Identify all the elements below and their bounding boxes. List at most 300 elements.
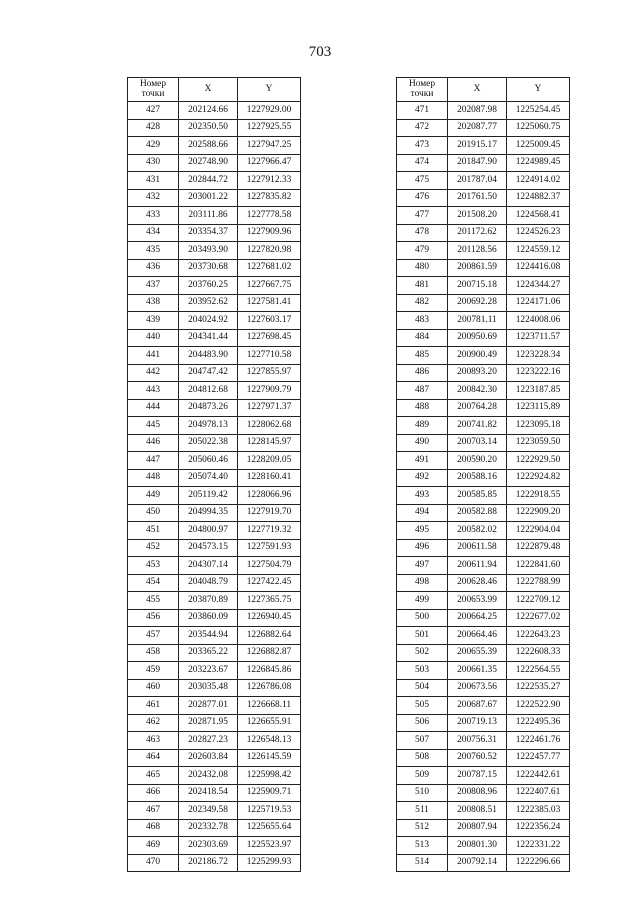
table-row — [397, 242, 570, 260]
cell-point-number: 508 — [397, 749, 448, 767]
cell-point-number: 427 — [128, 102, 179, 120]
table-row — [128, 207, 301, 225]
cell-y: 1224416.08 — [507, 259, 570, 277]
cell-point-number: 467 — [128, 802, 179, 820]
cell-point-number: 452 — [128, 539, 179, 557]
cell-x: 200715.18 — [448, 277, 507, 295]
cell-x: 201787.04 — [448, 172, 507, 190]
cell-y: 1224008.06 — [507, 312, 570, 330]
table-row — [397, 749, 570, 767]
cell-point-number: 474 — [397, 154, 448, 172]
cell-point-number: 466 — [128, 784, 179, 802]
table-row — [397, 819, 570, 837]
table-row — [128, 767, 301, 785]
table-row — [128, 837, 301, 855]
table-row — [128, 364, 301, 382]
cell-y: 1224989.45 — [507, 154, 570, 172]
cell-y: 1224882.37 — [507, 189, 570, 207]
cell-x: 203111.86 — [179, 207, 238, 225]
cell-y: 1222929.50 — [507, 452, 570, 470]
cell-y: 1223187.85 — [507, 382, 570, 400]
page-number: 703 — [308, 44, 332, 60]
cell-y: 1226786.08 — [238, 679, 301, 697]
cell-x: 200719.13 — [448, 714, 507, 732]
cell-x: 200861.59 — [448, 259, 507, 277]
table-row — [397, 102, 570, 120]
cell-y: 1227855.97 — [238, 364, 301, 382]
cell-y: 1222385.03 — [507, 802, 570, 820]
cell-x: 202349.58 — [179, 802, 238, 820]
cell-point-number: 478 — [397, 224, 448, 242]
table-header-row — [128, 78, 301, 102]
cell-y: 1227710.58 — [238, 347, 301, 365]
header-point-number: Номер точки — [397, 78, 448, 102]
cell-point-number: 465 — [128, 767, 179, 785]
cell-point-number: 444 — [128, 399, 179, 417]
cell-y: 1224171.06 — [507, 294, 570, 312]
cell-point-number: 463 — [128, 732, 179, 750]
cell-y: 1222904.04 — [507, 522, 570, 540]
cell-point-number: 482 — [397, 294, 448, 312]
cell-x: 202748.90 — [179, 154, 238, 172]
table-row — [397, 434, 570, 452]
cell-point-number: 472 — [397, 119, 448, 137]
cell-y: 1222788.99 — [507, 574, 570, 592]
cell-point-number: 443 — [128, 382, 179, 400]
cell-point-number: 471 — [397, 102, 448, 120]
table-row — [397, 679, 570, 697]
table-row — [397, 347, 570, 365]
table-row — [128, 557, 301, 575]
cell-point-number: 495 — [397, 522, 448, 540]
cell-point-number: 496 — [397, 539, 448, 557]
cell-y: 1226882.87 — [238, 644, 301, 662]
cell-x: 204483.90 — [179, 347, 238, 365]
cell-x: 200760.52 — [448, 749, 507, 767]
cell-point-number: 500 — [397, 609, 448, 627]
cell-y: 1226882.64 — [238, 627, 301, 645]
table-row — [397, 399, 570, 417]
cell-point-number: 504 — [397, 679, 448, 697]
cell-y: 1222461.76 — [507, 732, 570, 750]
cell-x: 204800.97 — [179, 522, 238, 540]
cell-x: 202588.66 — [179, 137, 238, 155]
cell-point-number: 483 — [397, 312, 448, 330]
cell-y: 1228160.41 — [238, 469, 301, 487]
cell-point-number: 441 — [128, 347, 179, 365]
cell-x: 200673.56 — [448, 679, 507, 697]
table-row — [397, 732, 570, 750]
cell-point-number: 499 — [397, 592, 448, 610]
cell-x: 200801.30 — [448, 837, 507, 855]
cell-point-number: 455 — [128, 592, 179, 610]
cell-y: 1227971.37 — [238, 399, 301, 417]
cell-x: 202871.95 — [179, 714, 238, 732]
table-row — [397, 259, 570, 277]
table-row — [397, 609, 570, 627]
cell-point-number: 460 — [128, 679, 179, 697]
cell-y: 1222331.22 — [507, 837, 570, 855]
header-point-number: Номер точки — [128, 78, 179, 102]
cell-y: 1222407.61 — [507, 784, 570, 802]
cell-x: 201128.56 — [448, 242, 507, 260]
table-row — [397, 312, 570, 330]
cell-x: 200664.46 — [448, 627, 507, 645]
table-row — [128, 102, 301, 120]
cell-point-number: 468 — [128, 819, 179, 837]
table-row — [128, 854, 301, 872]
cell-y: 1226845.86 — [238, 662, 301, 680]
cell-x: 203035.48 — [179, 679, 238, 697]
table-row — [397, 329, 570, 347]
cell-point-number: 447 — [128, 452, 179, 470]
cell-x: 202827.23 — [179, 732, 238, 750]
cell-point-number: 457 — [128, 627, 179, 645]
cell-point-number: 487 — [397, 382, 448, 400]
cell-point-number: 446 — [128, 434, 179, 452]
cell-x: 204307.14 — [179, 557, 238, 575]
table-header-row — [397, 78, 570, 102]
cell-x: 200741.82 — [448, 417, 507, 435]
cell-point-number: 506 — [397, 714, 448, 732]
cell-point-number: 514 — [397, 854, 448, 872]
cell-point-number: 431 — [128, 172, 179, 190]
cell-point-number: 507 — [397, 732, 448, 750]
cell-x: 200807.94 — [448, 819, 507, 837]
cell-x: 202418.54 — [179, 784, 238, 802]
cell-x: 203870.89 — [179, 592, 238, 610]
cell-point-number: 492 — [397, 469, 448, 487]
cell-y: 1224344.27 — [507, 277, 570, 295]
cell-y: 1222296.66 — [507, 854, 570, 872]
cell-x: 203223.67 — [179, 662, 238, 680]
table-row — [397, 802, 570, 820]
cell-x: 200582.88 — [448, 504, 507, 522]
cell-point-number: 454 — [128, 574, 179, 592]
table-row — [128, 347, 301, 365]
cell-x: 200611.94 — [448, 557, 507, 575]
table-row — [128, 294, 301, 312]
cell-x: 204048.79 — [179, 574, 238, 592]
cell-y: 1226655.91 — [238, 714, 301, 732]
cell-x: 200893.20 — [448, 364, 507, 382]
cell-x: 201761.50 — [448, 189, 507, 207]
cell-x: 202350.50 — [179, 119, 238, 137]
cell-point-number: 512 — [397, 819, 448, 837]
cell-point-number: 469 — [128, 837, 179, 855]
cell-y: 1225909.71 — [238, 784, 301, 802]
cell-point-number: 428 — [128, 119, 179, 137]
table-row — [128, 539, 301, 557]
cell-point-number: 437 — [128, 277, 179, 295]
cell-point-number: 479 — [397, 242, 448, 260]
cell-point-number: 459 — [128, 662, 179, 680]
cell-x: 200585.85 — [448, 487, 507, 505]
cell-y: 1224568.41 — [507, 207, 570, 225]
table-row — [397, 294, 570, 312]
header-y: Y — [507, 78, 570, 102]
cell-y: 1228066.96 — [238, 487, 301, 505]
cell-x: 203001.22 — [179, 189, 238, 207]
cell-point-number: 498 — [397, 574, 448, 592]
cell-x: 203730.68 — [179, 259, 238, 277]
cell-x: 202087.77 — [448, 119, 507, 137]
table-row — [128, 119, 301, 137]
cell-y: 1227667.75 — [238, 277, 301, 295]
cell-x: 200842.30 — [448, 382, 507, 400]
cell-point-number: 503 — [397, 662, 448, 680]
cell-y: 1225523.97 — [238, 837, 301, 855]
cell-y: 1223095.18 — [507, 417, 570, 435]
table-row — [397, 592, 570, 610]
table-row — [128, 487, 301, 505]
cell-y: 1227947.25 — [238, 137, 301, 155]
cell-x: 203365.22 — [179, 644, 238, 662]
cell-point-number: 445 — [128, 417, 179, 435]
table-row — [128, 189, 301, 207]
cell-y: 1228209.05 — [238, 452, 301, 470]
cell-y: 1227925.55 — [238, 119, 301, 137]
cell-point-number: 476 — [397, 189, 448, 207]
cell-x: 204873.26 — [179, 399, 238, 417]
cell-x: 202844.72 — [179, 172, 238, 190]
cell-point-number: 484 — [397, 329, 448, 347]
cell-point-number: 430 — [128, 154, 179, 172]
coordinates-table-right — [396, 77, 570, 872]
cell-point-number: 502 — [397, 644, 448, 662]
cell-y: 1225719.53 — [238, 802, 301, 820]
table-row — [128, 277, 301, 295]
cell-x: 203544.94 — [179, 627, 238, 645]
cell-x: 202877.01 — [179, 697, 238, 715]
cell-y: 1222918.55 — [507, 487, 570, 505]
table-row — [397, 487, 570, 505]
cell-y: 1228145.97 — [238, 434, 301, 452]
cell-y: 1223059.50 — [507, 434, 570, 452]
cell-x: 200611.58 — [448, 539, 507, 557]
cell-x: 200787.15 — [448, 767, 507, 785]
table-row — [397, 137, 570, 155]
cell-point-number: 505 — [397, 697, 448, 715]
cell-x: 200764.28 — [448, 399, 507, 417]
cell-y: 1222879.48 — [507, 539, 570, 557]
cell-x: 200692.28 — [448, 294, 507, 312]
cell-x: 204573.15 — [179, 539, 238, 557]
table-row — [397, 382, 570, 400]
cell-y: 1227966.47 — [238, 154, 301, 172]
cell-y: 1227929.00 — [238, 102, 301, 120]
table-row — [397, 154, 570, 172]
header-y: Y — [238, 78, 301, 102]
cell-point-number: 486 — [397, 364, 448, 382]
cell-point-number: 435 — [128, 242, 179, 260]
cell-x: 205060.46 — [179, 452, 238, 470]
cell-y: 1227820.98 — [238, 242, 301, 260]
cell-point-number: 442 — [128, 364, 179, 382]
table-row — [397, 522, 570, 540]
table-row — [128, 627, 301, 645]
cell-point-number: 439 — [128, 312, 179, 330]
cell-y: 1224526.23 — [507, 224, 570, 242]
table-row — [128, 504, 301, 522]
table-row — [397, 854, 570, 872]
cell-point-number: 450 — [128, 504, 179, 522]
table-row — [128, 469, 301, 487]
cell-x: 200808.96 — [448, 784, 507, 802]
cell-x: 205022.38 — [179, 434, 238, 452]
cell-point-number: 494 — [397, 504, 448, 522]
cell-x: 201915.17 — [448, 137, 507, 155]
cell-point-number: 451 — [128, 522, 179, 540]
cell-y: 1227778.58 — [238, 207, 301, 225]
cell-y: 1227581.41 — [238, 294, 301, 312]
cell-point-number: 432 — [128, 189, 179, 207]
cell-y: 1224914.02 — [507, 172, 570, 190]
cell-y: 1223222.16 — [507, 364, 570, 382]
cell-y: 1225998.42 — [238, 767, 301, 785]
table-row — [397, 644, 570, 662]
cell-point-number: 488 — [397, 399, 448, 417]
cell-y: 1227835.82 — [238, 189, 301, 207]
cell-point-number: 511 — [397, 802, 448, 820]
table-row — [397, 784, 570, 802]
table-row — [397, 189, 570, 207]
cell-point-number: 434 — [128, 224, 179, 242]
cell-x: 200808.51 — [448, 802, 507, 820]
cell-point-number: 477 — [397, 207, 448, 225]
table-row — [128, 259, 301, 277]
cell-y: 1222535.27 — [507, 679, 570, 697]
cell-y: 1227909.79 — [238, 382, 301, 400]
cell-y: 1225254.45 — [507, 102, 570, 120]
table-row — [128, 417, 301, 435]
cell-x: 205119.42 — [179, 487, 238, 505]
cell-y: 1222564.55 — [507, 662, 570, 680]
cell-x: 204024.92 — [179, 312, 238, 330]
table-row — [128, 609, 301, 627]
cell-x: 204994.35 — [179, 504, 238, 522]
table-row — [128, 154, 301, 172]
cell-y: 1222495.36 — [507, 714, 570, 732]
cell-y: 1222457.77 — [507, 749, 570, 767]
cell-x: 200781.11 — [448, 312, 507, 330]
cell-point-number: 436 — [128, 259, 179, 277]
table-row — [128, 329, 301, 347]
cell-x: 200628.46 — [448, 574, 507, 592]
cell-x: 203952.62 — [179, 294, 238, 312]
cell-x: 203354.37 — [179, 224, 238, 242]
table-row — [397, 277, 570, 295]
cell-x: 202186.72 — [179, 854, 238, 872]
cell-point-number: 481 — [397, 277, 448, 295]
cell-y: 1223115.89 — [507, 399, 570, 417]
cell-x: 200703.14 — [448, 434, 507, 452]
cell-x: 204812.68 — [179, 382, 238, 400]
cell-y: 1228062.68 — [238, 417, 301, 435]
cell-y: 1222709.12 — [507, 592, 570, 610]
cell-x: 200661.35 — [448, 662, 507, 680]
cell-x: 200900.49 — [448, 347, 507, 365]
header-x: X — [179, 78, 238, 102]
cell-y: 1222924.82 — [507, 469, 570, 487]
cell-x: 201172.62 — [448, 224, 507, 242]
cell-y: 1224559.12 — [507, 242, 570, 260]
cell-y: 1222643.23 — [507, 627, 570, 645]
table-row — [128, 522, 301, 540]
cell-x: 200687.67 — [448, 697, 507, 715]
table-row — [397, 172, 570, 190]
table-row — [128, 714, 301, 732]
cell-point-number: 461 — [128, 697, 179, 715]
table-row — [128, 819, 301, 837]
cell-x: 202124.66 — [179, 102, 238, 120]
cell-y: 1223228.34 — [507, 347, 570, 365]
table-row — [128, 679, 301, 697]
cell-y: 1227422.45 — [238, 574, 301, 592]
cell-y: 1227365.75 — [238, 592, 301, 610]
table-row — [128, 452, 301, 470]
coordinates-table-left — [127, 77, 301, 872]
cell-x: 200664.25 — [448, 609, 507, 627]
table-row — [128, 399, 301, 417]
cell-point-number: 501 — [397, 627, 448, 645]
table-row — [397, 364, 570, 382]
cell-x: 202332.78 — [179, 819, 238, 837]
cell-y: 1227698.45 — [238, 329, 301, 347]
cell-point-number: 513 — [397, 837, 448, 855]
cell-x: 201847.90 — [448, 154, 507, 172]
cell-y: 1227603.17 — [238, 312, 301, 330]
cell-x: 203760.25 — [179, 277, 238, 295]
cell-x: 200792.14 — [448, 854, 507, 872]
cell-y: 1227591.93 — [238, 539, 301, 557]
table-row — [397, 224, 570, 242]
table-row — [128, 242, 301, 260]
table-row — [397, 697, 570, 715]
cell-x: 202303.69 — [179, 837, 238, 855]
cell-y: 1225655.64 — [238, 819, 301, 837]
table-row — [128, 137, 301, 155]
cell-point-number: 429 — [128, 137, 179, 155]
cell-y: 1227919.70 — [238, 504, 301, 522]
table-row — [397, 207, 570, 225]
cell-y: 1222841.60 — [507, 557, 570, 575]
cell-x: 200582.02 — [448, 522, 507, 540]
cell-point-number: 462 — [128, 714, 179, 732]
cell-x: 200655.39 — [448, 644, 507, 662]
cell-y: 1225060.75 — [507, 119, 570, 137]
cell-x: 200653.99 — [448, 592, 507, 610]
cell-point-number: 448 — [128, 469, 179, 487]
cell-x: 200588.16 — [448, 469, 507, 487]
table-row — [397, 539, 570, 557]
cell-y: 1226145.59 — [238, 749, 301, 767]
table-row — [128, 662, 301, 680]
cell-y: 1222608.33 — [507, 644, 570, 662]
cell-y: 1226548.13 — [238, 732, 301, 750]
table-row — [397, 504, 570, 522]
cell-x: 201508.20 — [448, 207, 507, 225]
cell-y: 1227504.79 — [238, 557, 301, 575]
table-row — [397, 452, 570, 470]
cell-y: 1227909.96 — [238, 224, 301, 242]
cell-x: 200590.20 — [448, 452, 507, 470]
cell-x: 204747.42 — [179, 364, 238, 382]
table-row — [128, 802, 301, 820]
cell-point-number: 438 — [128, 294, 179, 312]
cell-x: 200756.31 — [448, 732, 507, 750]
table-row — [397, 557, 570, 575]
